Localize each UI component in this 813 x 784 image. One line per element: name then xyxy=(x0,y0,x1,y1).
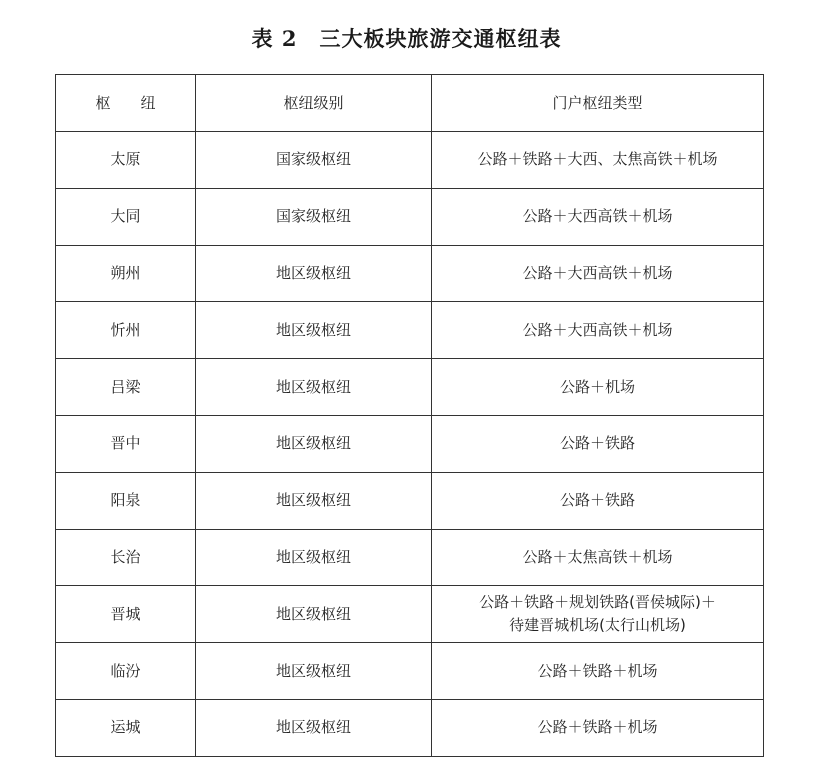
table-row xyxy=(56,529,764,586)
cell-type xyxy=(432,529,764,586)
cell-level: 地区级枢纽 xyxy=(196,586,432,643)
table-row xyxy=(56,472,764,529)
cell-type-line: 公路＋铁路＋规划铁路(晋侯城际)＋ xyxy=(479,593,716,612)
transport-hub-table xyxy=(55,74,764,757)
table-title xyxy=(0,24,813,54)
table-header-row xyxy=(56,75,764,132)
cell-type-line: 公路＋铁路＋机场 xyxy=(537,718,658,737)
cell-hub: 忻州 xyxy=(56,302,196,359)
table-title-text: 三大板块旅游交通枢纽表 xyxy=(319,26,562,51)
cell-type xyxy=(432,643,764,700)
cell-type xyxy=(432,188,764,245)
cell-level: 地区级枢纽 xyxy=(196,472,432,529)
cell-hub: 运城 xyxy=(56,699,196,756)
cell-level: 地区级枢纽 xyxy=(196,302,432,359)
table-body xyxy=(56,132,764,757)
cell-hub: 晋城 xyxy=(56,586,196,643)
cell-type-line: 公路＋大西高铁＋机场 xyxy=(522,207,673,226)
cell-type xyxy=(432,586,764,643)
cell-type xyxy=(432,415,764,472)
cell-type-line: 待建晋城机场(太行山机场) xyxy=(509,616,686,635)
header-hub xyxy=(56,75,196,132)
cell-type-line: 公路＋太焦高铁＋机场 xyxy=(522,547,673,566)
header-level: 枢纽级别 xyxy=(196,75,432,132)
header-type: 门户枢纽类型 xyxy=(432,75,764,132)
cell-hub: 阳泉 xyxy=(56,472,196,529)
table-row xyxy=(56,302,764,359)
cell-hub: 吕梁 xyxy=(56,359,196,416)
cell-type-line: 公路＋铁路 xyxy=(559,434,635,453)
cell-type-line: 公路＋铁路＋机场 xyxy=(537,661,658,680)
table-row xyxy=(56,415,764,472)
cell-type xyxy=(432,132,764,189)
cell-level: 地区级枢纽 xyxy=(196,245,432,302)
table-row xyxy=(56,245,764,302)
cell-hub: 临汾 xyxy=(56,643,196,700)
table-row xyxy=(56,359,764,416)
header-hub-label: 枢纽 xyxy=(95,93,186,112)
cell-level: 地区级枢纽 xyxy=(196,359,432,416)
table-row xyxy=(56,188,764,245)
cell-type xyxy=(432,359,764,416)
cell-hub: 长治 xyxy=(56,529,196,586)
cell-type xyxy=(432,245,764,302)
table-row xyxy=(56,586,764,643)
cell-hub: 晋中 xyxy=(56,415,196,472)
cell-hub: 太原 xyxy=(56,132,196,189)
cell-level: 地区级枢纽 xyxy=(196,415,432,472)
cell-level: 地区级枢纽 xyxy=(196,699,432,756)
cell-type xyxy=(432,302,764,359)
table-row xyxy=(56,132,764,189)
cell-hub: 朔州 xyxy=(56,245,196,302)
table-number: 表 2 xyxy=(251,26,298,51)
cell-type xyxy=(432,699,764,756)
cell-hub: 大同 xyxy=(56,188,196,245)
cell-level: 国家级枢纽 xyxy=(196,188,432,245)
cell-type-line: 公路＋大西高铁＋机场 xyxy=(522,263,673,282)
cell-level: 国家级枢纽 xyxy=(196,132,432,189)
cell-level: 地区级枢纽 xyxy=(196,529,432,586)
cell-type-line: 公路＋机场 xyxy=(559,377,635,396)
cell-type-line: 公路＋铁路＋大西、太焦高铁＋机场 xyxy=(477,150,718,169)
cell-type-line: 公路＋铁路 xyxy=(559,491,635,510)
cell-type xyxy=(432,472,764,529)
table-row xyxy=(56,643,764,700)
cell-level: 地区级枢纽 xyxy=(196,643,432,700)
cell-type-line: 公路＋大西高铁＋机场 xyxy=(522,320,673,339)
table-row xyxy=(56,699,764,756)
